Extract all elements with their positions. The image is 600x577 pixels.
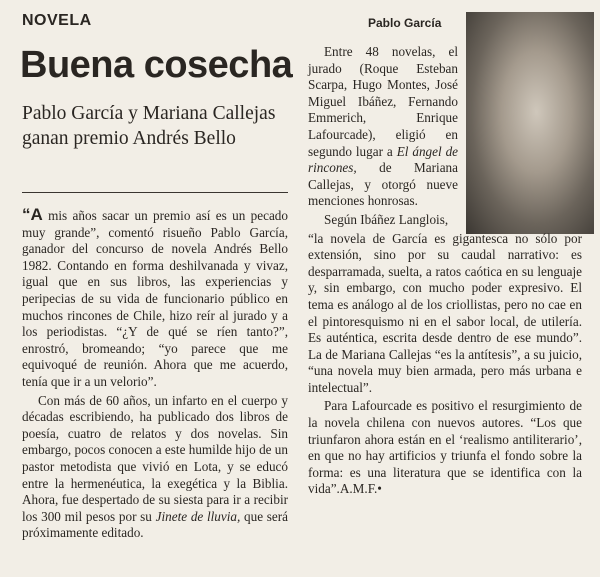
column-1 <box>22 207 288 544</box>
paragraph <box>308 231 582 397</box>
column-2 <box>308 44 582 500</box>
paragraph-text: “la novela de García es gigantesca no sólo por extensión, sino por su caudal narrativo: es desparramada, suelta, a ratos caótica en su lenguaje y, sin embargo, con mucho poder expresivo. El tema es análogo al de los criollistas, pero no cae en el pintoresquismo ni en el sabor local, de utilería. Es auténtica, escrita desde dentro de ese mundo”. La de Mariana Callejas “es la antítesis”, a su juicio, “una novela muy bien armada, pero más urbana e intelectual”. <box>308 230 582 395</box>
paragraph-text: Para Lafourcade es positivo el resurgimiento de la novela chilena con nuevos autores. “Los que triunfaron ahora están en el ‘realismo antiliterario’, en que no hay artificios y triunfa el fondo sobre la forma: es una literatura que se identifica con la vida”.A.M.F.• <box>308 398 582 497</box>
photo-caption: Pablo García <box>368 16 442 30</box>
paragraph-text: que será próximamente editado. <box>22 508 288 541</box>
book-title: Jinete de lluvia, <box>155 508 241 524</box>
section-label: NOVELA <box>22 12 92 29</box>
paragraph <box>308 44 458 210</box>
paragraph <box>22 207 288 391</box>
paragraph <box>22 393 288 542</box>
paragraph-text: Entre 48 novelas, el jurado (Roque Esteban Scarpa, Hugo Montes, José Miguel Ibáñez, Fernando Emmerich, Enrique Lafourcade), eligió en segundo lugar a <box>308 44 458 159</box>
headline: Buena cosecha <box>20 44 293 86</box>
divider-rule <box>22 192 288 193</box>
paragraph-text: Según Ibáñez Langlois, <box>324 211 449 227</box>
subheadline: Pablo García y Mariana Callejas ganan premio Andrés Bello <box>22 103 276 149</box>
paragraph <box>308 212 458 229</box>
paragraph-text: Con más de 60 años, un infarto en el cuerpo y décadas escribiendo, ha publicado dos libros de poesía, cuatro de relatos y dos novelas. Sin embargo, pocos conocen a este humilde hijo de un pastor metodista que vivió en Lota, y se educó entre la hermenéutica, la exegética y la Biblia. Ahora, fue despertado de su siesta para ir a recibir los 300 mil pesos por su <box>22 392 288 524</box>
dropcap: “A <box>22 205 43 224</box>
paragraph <box>308 398 582 498</box>
paragraph-text: mis años sacar un premio así es un pecado muy grande”, comentó risueño Pablo García, ganador del concurso de novela Andrés Bello 1982. Contando en forma deshilvanada y vivaz, igual que en sus libros, las experiencias y peripecias de su vida de funcionario público en muchos rincones de Chile, hizo reír al jurado y a los periodistas. “¿Y de qué se ríen tanto?”, enrostró, bromeando; “yo parece que me equivoqué de reunión. Ahora que me acuerdo, tenía que ir a un velorio”. <box>22 208 288 389</box>
book-title: El ángel de rincones, <box>308 143 459 176</box>
paragraph-text: de Mariana Callejas, y otorgó nueve menciones honrosas. <box>308 160 458 209</box>
